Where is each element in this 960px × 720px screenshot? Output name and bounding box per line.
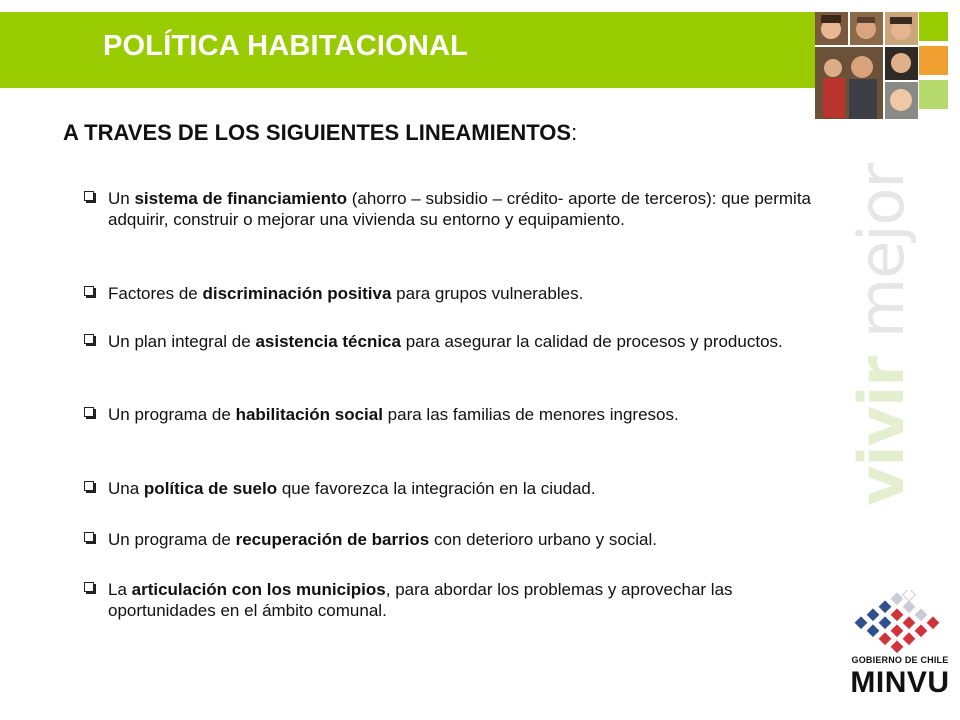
vivir-mejor-slogan xyxy=(845,164,918,506)
item-text-bold: discriminación positiva xyxy=(202,284,392,303)
item-text-pre: Una xyxy=(108,479,144,498)
item-text-post: que favorezca la integración en la ciudad. xyxy=(277,479,596,498)
item-text-bold: política de suelo xyxy=(143,479,278,498)
list-item xyxy=(84,478,814,499)
checkbox-bullet-icon xyxy=(84,582,96,594)
section-heading-text: A TRAVES DE LOS SIGUIENTES LINEAMIENTOS xyxy=(63,120,572,145)
checkbox-bullet-icon xyxy=(84,286,96,298)
logo-cube-icon xyxy=(840,590,955,660)
checkbox-bullet-icon xyxy=(84,481,96,493)
section-heading-colon: : xyxy=(571,120,578,145)
page-title: POLÍTICA HABITACIONAL xyxy=(103,30,469,62)
item-text-post: para las familias de menores ingresos. xyxy=(382,405,679,424)
item-text-bold: recuperación de barrios xyxy=(235,530,430,549)
item-text-post: , para abordar los problemas y aprovechar las oportunidades en el ámbito comunal. xyxy=(108,580,733,620)
logo-name-text: MINVU xyxy=(850,666,950,699)
family-photos-collage xyxy=(815,12,950,120)
item-text-post: para asegurar la calidad de procesos y productos. xyxy=(400,332,783,351)
item-text-pre: Factores de xyxy=(108,284,203,303)
item-text-bold: habilitación social xyxy=(235,405,383,424)
item-text-bold: asistencia técnica xyxy=(255,332,401,351)
item-text-pre: Un programa de xyxy=(108,530,236,549)
photo-collage-image xyxy=(815,12,950,120)
item-text-post: con deterioro urbano y social. xyxy=(429,530,658,549)
section-heading xyxy=(63,120,577,146)
checkbox-bullet-icon xyxy=(84,407,96,419)
checkbox-bullet-icon xyxy=(84,532,96,544)
item-text-pre: La xyxy=(108,580,132,599)
logo-org-text: GOBIERNO DE CHILE xyxy=(851,655,949,665)
list-item xyxy=(84,283,814,304)
list-item xyxy=(84,529,814,550)
list-item xyxy=(84,404,814,425)
item-text-pre: Un programa de xyxy=(108,405,236,424)
checkbox-bullet-icon xyxy=(84,191,96,203)
list-item xyxy=(84,188,814,230)
list-item xyxy=(84,331,814,352)
list-item xyxy=(84,579,814,621)
item-text-bold: sistema de financiamiento xyxy=(134,189,348,208)
item-text-pre: Un xyxy=(108,189,135,208)
item-text-post: para grupos vulnerables. xyxy=(391,284,584,303)
item-text-pre: Un plan integral de xyxy=(108,332,256,351)
item-text-bold: articulación con los municipios xyxy=(131,580,386,599)
item-text-post: (ahorro – subsidio – crédito- aporte de terceros): que permita adquirir, construir o mejorar una vivienda su entorno y equipamiento. xyxy=(108,189,812,229)
slogan-word-mejor: mejor xyxy=(845,164,918,357)
checkbox-bullet-icon xyxy=(84,334,96,346)
slogan-word-vivir: vivir xyxy=(845,356,918,506)
